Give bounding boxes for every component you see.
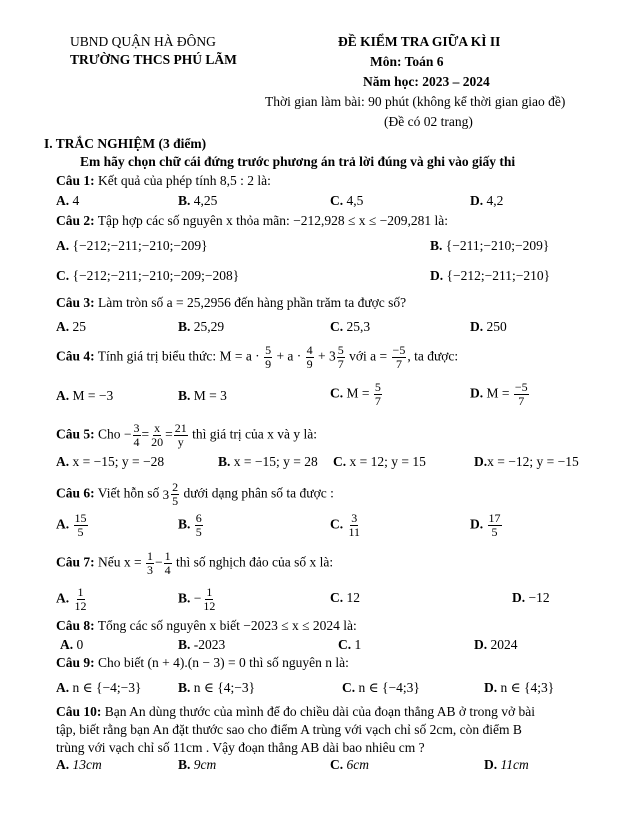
section-instruction: Em hãy chọn chữ cái đứng trước phương án trả lời đúng và ghi vào giấy thi [80, 154, 516, 169]
exam-duration: Thời gian làm bài: 90 phút (không kể thời gian giao đề) [265, 94, 566, 109]
q2-option-c[interactable]: C. {−212;−211;−210;−209;−208} [56, 268, 240, 283]
question-4: Câu 4: Tính giá trị biểu thức: M = a · $\frac{5}{9}$ + a · $\frac{4}{9}$ + 3 $\frac{5}{7}$ với a = $\frac{-5}{7}$ , ta được: [56, 343, 459, 371]
district-name: UBND QUẬN HÀ ĐÔNG [70, 34, 216, 49]
mixed-number: 3 $\frac{2}{5}$ [162, 480, 179, 508]
school-year: Năm học: 2023 – 2024 [363, 74, 490, 89]
question-10: Câu 10: Bạn An dùng thước của mình để đo chiều dài của đoạn thẳng AB ở trong vở bài [56, 704, 536, 719]
q10-option-b[interactable]: B. 9cm [178, 757, 217, 772]
q7-option-b[interactable]: B. − $\frac{1}{12}$ [178, 585, 216, 613]
q8-option-b[interactable]: B. -2023 [178, 637, 226, 652]
q9-option-d[interactable]: D. n ∈ {4;3} [484, 680, 555, 695]
question-7: Câu 7: Nếu x = $\frac{1}{3}$ − $\frac{1}{4}$ thì số nghịch đảo của số x là: [56, 549, 334, 577]
q8-option-a[interactable]: A. 0 [60, 637, 84, 652]
q2-option-d[interactable]: D. {−212;−211;−210} [430, 268, 551, 283]
question-6: Câu 6: Viết hỗn số 3 $\frac{2}{5}$ dưới dạng phân số ta được : [56, 480, 334, 508]
question-10-line-2: tập, biết rằng bạn An đặt thước sao cho điểm A trùng với vạch chỉ số 2cm, còn điểm B [56, 722, 522, 737]
question-label: Câu 1: [56, 173, 95, 188]
subject: Môn: Toán 6 [370, 54, 444, 69]
question-8: Câu 8: Tổng các số nguyên x biết −2023 ≤ x ≤ 2024 là: [56, 618, 357, 633]
q5-option-a[interactable]: A. x = −15; y = −28 [56, 454, 165, 469]
q7-option-d[interactable]: D. −12 [512, 590, 550, 605]
q4-option-d[interactable]: D. M = $\frac{-5}{7}$ [470, 380, 528, 408]
q2-option-a[interactable]: A. {−212;−211;−210;−209} [56, 238, 208, 253]
question-1 [56, 173, 271, 189]
q3-option-b[interactable]: B. 25,29 [178, 319, 225, 334]
q3-option-d[interactable]: D. 250 [470, 319, 507, 334]
q6-option-a[interactable]: A. $\frac{15}{5}$ [56, 511, 87, 539]
question-9: Câu 9: Cho biết (n + 4).(n − 3) = 0 thì số nguyên n là: [56, 655, 349, 670]
fraction: $\frac{4}{9}$ [306, 343, 313, 371]
q2-option-b[interactable]: B. {−211;−210;−209} [430, 238, 550, 253]
question-3: Câu 3: Làm tròn số a = 25,2956 đến hàng phần trăm ta được số? [56, 295, 407, 310]
q5-option-b[interactable]: B. x = −15; y = 28 [218, 454, 318, 469]
q9-option-c[interactable]: C. n ∈ {−4;3} [342, 680, 420, 695]
q9-option-a[interactable]: A. n ∈ {−4;−3} [56, 680, 142, 695]
fraction: $\frac{-5}{7}$ [392, 343, 406, 371]
q9-option-b[interactable]: B. n ∈ {4;−3} [178, 680, 256, 695]
question-text: Kết quả của phép tính 8,5 : 2 là: [98, 173, 271, 188]
page-count-note: (Đề có 02 trang) [384, 114, 473, 129]
q10-option-a[interactable]: A. 13cm [56, 757, 102, 772]
q7-option-c[interactable]: C. 12 [330, 590, 360, 605]
q8-option-c[interactable]: C. 1 [338, 637, 362, 652]
q1-option-d[interactable]: D. 4,2 [470, 193, 504, 208]
q1-option-a[interactable]: A. 4 [56, 193, 80, 208]
q5-option-c[interactable]: C. x = 12; y = 15 [333, 454, 426, 469]
q1-option-c[interactable]: C. 4,5 [330, 193, 364, 208]
section-title: I. TRẮC NGHIỆM (3 điểm) [44, 136, 207, 151]
question-10-line-3: trùng với vạch chỉ số 11cm . Vậy đoạn thẳng AB dài bao nhiêu cm ? [56, 740, 425, 755]
q10-option-c[interactable]: C. 6cm [330, 757, 369, 772]
q6-option-d[interactable]: D. $\frac{17}{5}$ [470, 511, 501, 539]
question-5: Câu 5: Cho − $\frac{3}{4}$ = $\frac{x}{20}$ = $\frac{21}{y}$ thì giá trị của x và y là: [56, 421, 317, 449]
q4-option-b[interactable]: B. M = 3 [178, 388, 227, 403]
fraction: $\frac{5}{7}$ [337, 343, 344, 371]
q4-option-c[interactable]: C. M = $\frac{5}{7}$ [330, 380, 381, 408]
school-name: TRƯỜNG THCS PHÚ LÃM [70, 52, 237, 67]
q3-option-a[interactable]: A. 25 [56, 319, 86, 334]
q6-option-c[interactable]: C. $\frac{3}{11}$ [330, 511, 361, 539]
q8-option-d[interactable]: D. 2024 [474, 637, 518, 652]
q3-option-c[interactable]: C. 25,3 [330, 319, 371, 334]
q10-option-d[interactable]: D. 11cm [484, 757, 529, 772]
q5-option-d[interactable]: D.x = −12; y = −15 [474, 454, 579, 469]
q7-option-a[interactable]: A. $\frac{1}{12}$ [56, 585, 87, 613]
question-2: Câu 2: Tập hợp các số nguyên x thỏa mãn: −212,928 ≤ x ≤ −209,281 là: [56, 213, 449, 228]
q1-option-b[interactable]: B. 4,25 [178, 193, 218, 208]
q4-option-a[interactable]: A. M = −3 [56, 388, 114, 403]
q6-option-b[interactable]: B. $\frac{6}{5}$ [178, 511, 202, 539]
fraction: $\frac{5}{9}$ [265, 343, 272, 371]
exam-title: ĐỀ KIỂM TRA GIỮA KÌ II [338, 34, 501, 49]
